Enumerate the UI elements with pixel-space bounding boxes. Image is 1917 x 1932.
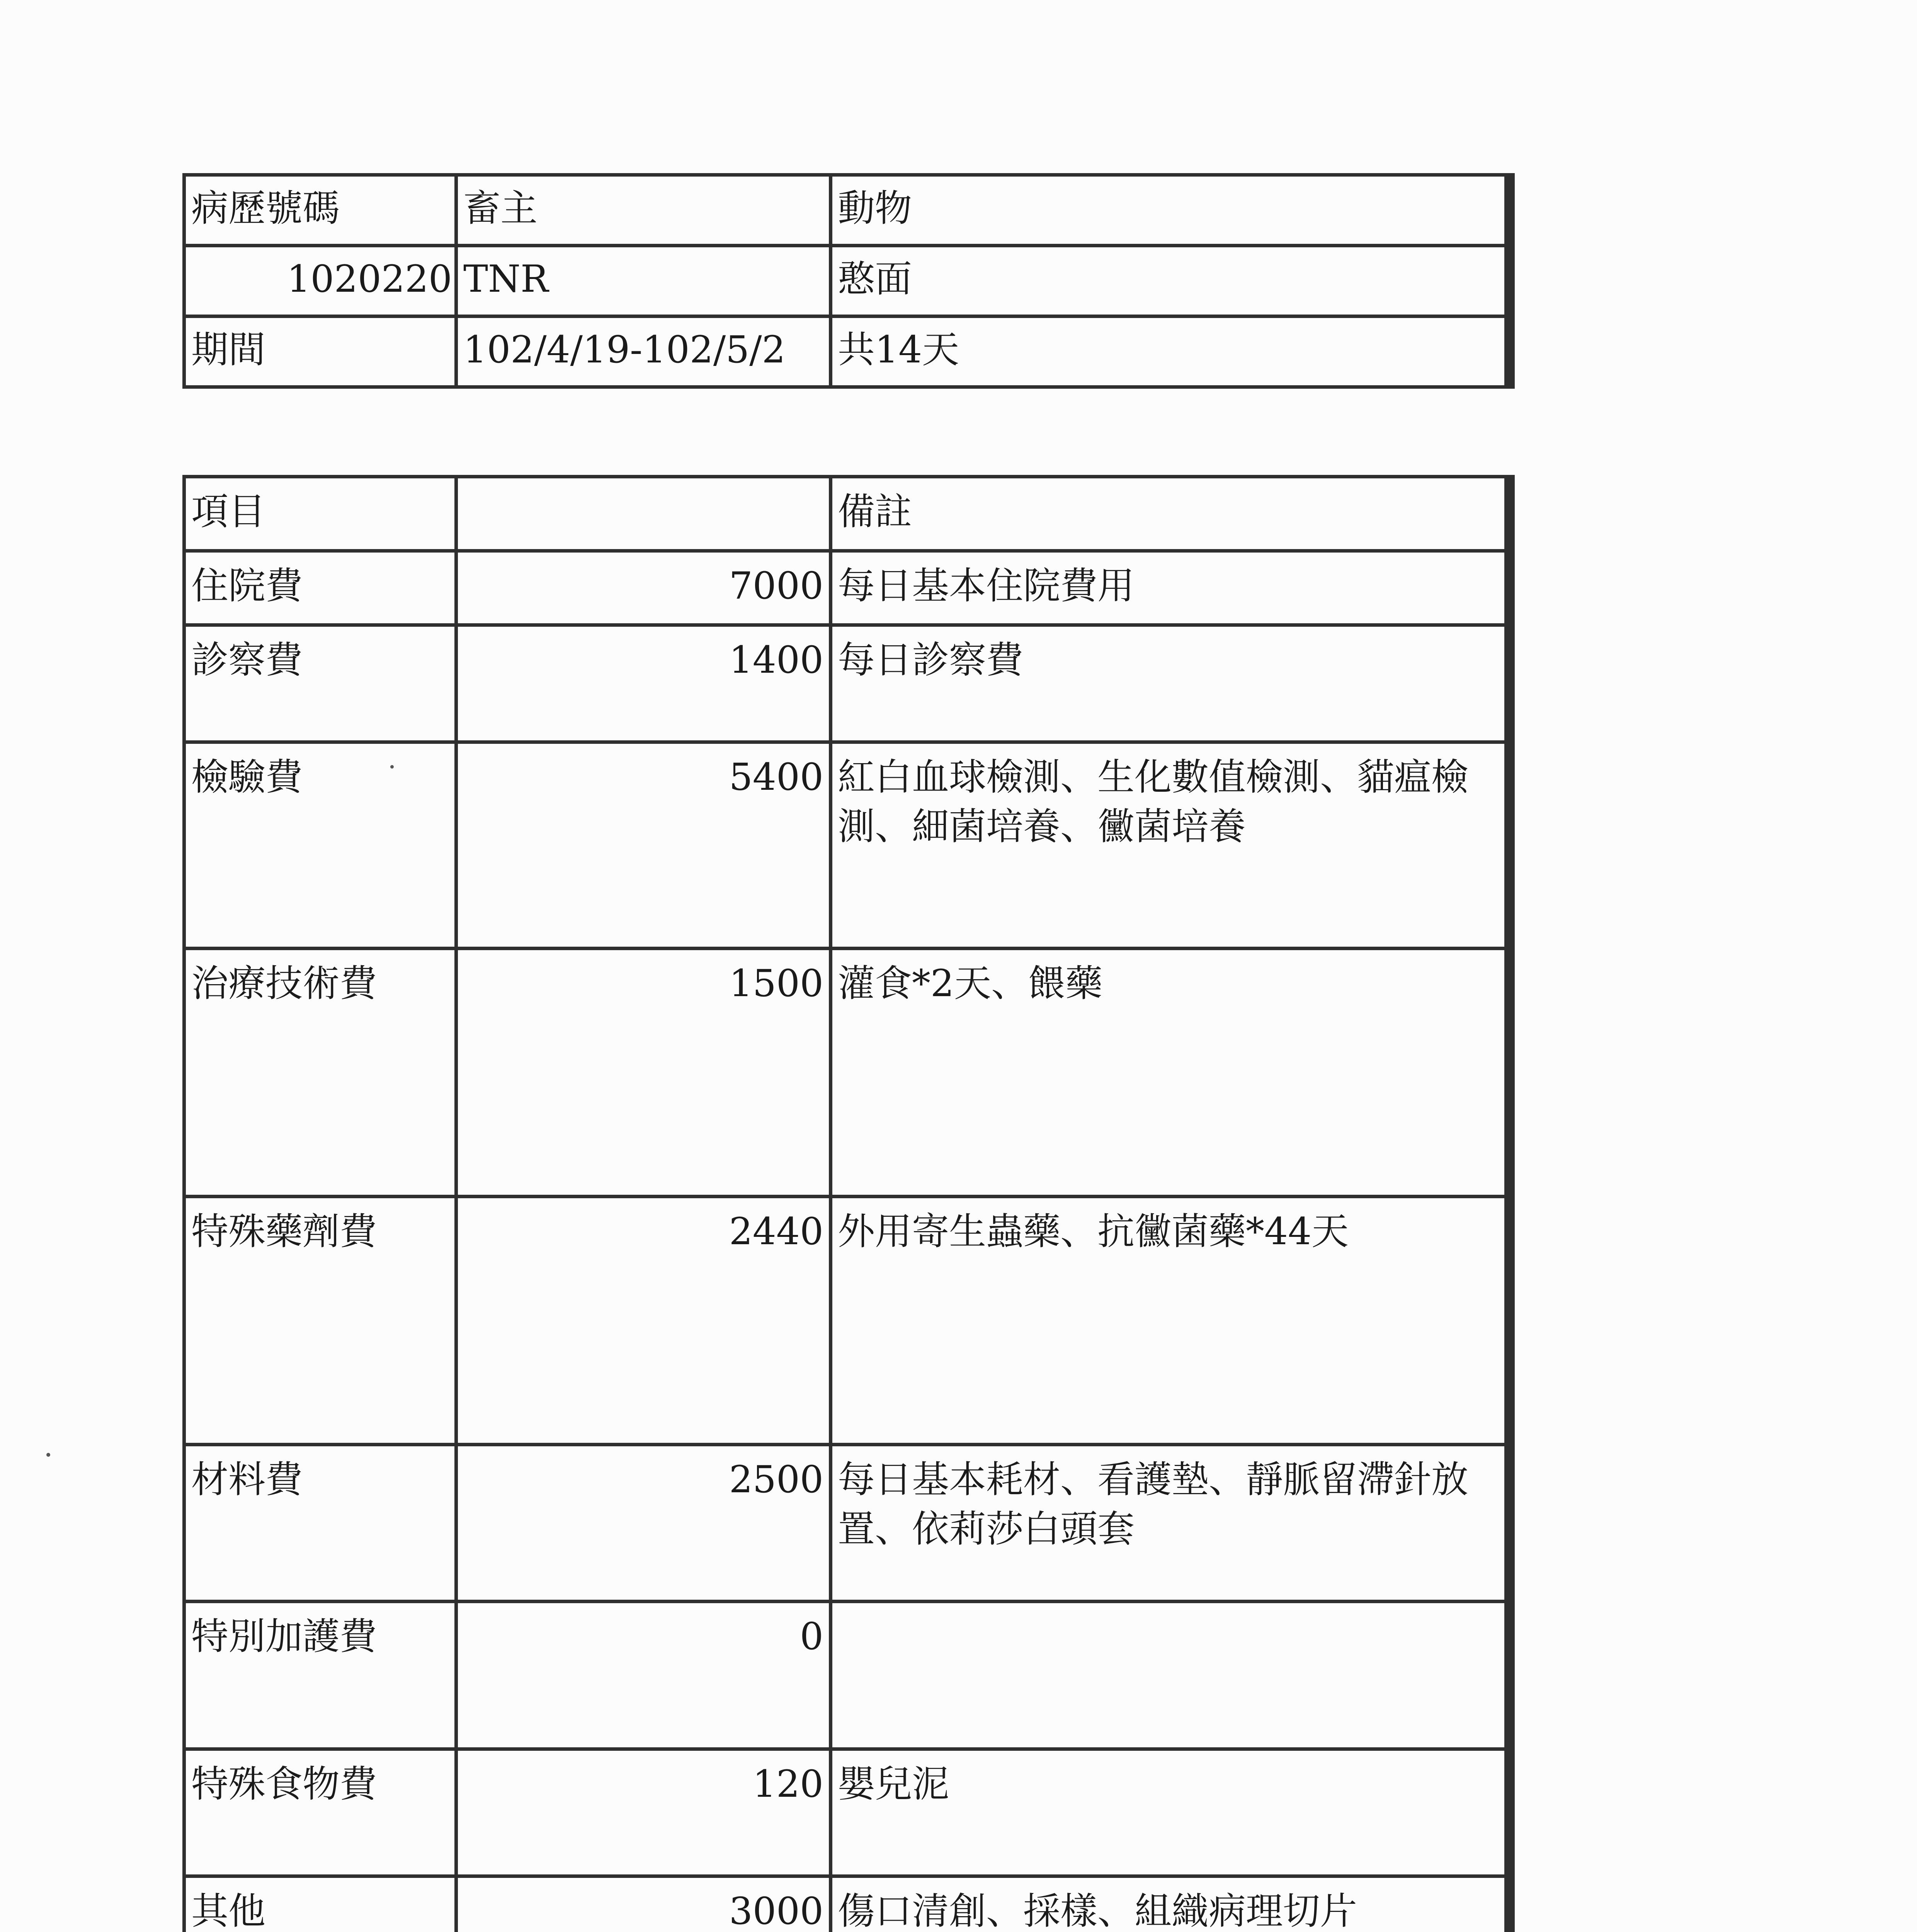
- period-days: 共14天: [832, 318, 1504, 385]
- fee-item: 特殊食物費: [186, 1751, 454, 1874]
- fee-item: 其他: [186, 1878, 454, 1932]
- fee-note: 紅白血球檢測、生化數值檢測、貓瘟檢測、細菌培養、黴菌培養: [832, 744, 1504, 947]
- fee-note: 嬰兒泥: [832, 1751, 1504, 1874]
- record-number-label: 病歷號碼: [186, 177, 454, 244]
- fee-amount: 0: [458, 1603, 829, 1747]
- fee-item: 材料費: [186, 1446, 454, 1600]
- fee-amount: 7000: [458, 553, 829, 623]
- animal-value: 憨面: [832, 247, 1504, 315]
- fee-header-note: 備註: [832, 478, 1504, 549]
- fee-amount: 5400: [458, 744, 829, 947]
- fee-note: 每日基本耗材、看護墊、靜脈留滯針放置、依莉莎白頭套: [832, 1446, 1504, 1600]
- fee-note: 每日基本住院費用: [832, 553, 1504, 623]
- fee-note: 外用寄生蟲藥、抗黴菌藥*44天: [832, 1198, 1504, 1443]
- fee-note: 灌食*2天、餵藥: [832, 950, 1504, 1195]
- fee-item: 特別加護費: [186, 1603, 454, 1747]
- fee-item: 住院費: [186, 553, 454, 623]
- animal-label: 動物: [832, 177, 1504, 244]
- fee-header-item: 項目: [186, 478, 454, 549]
- period-range: 102/4/19-102/5/2: [458, 318, 829, 385]
- period-label: 期間: [186, 318, 454, 385]
- fee-amount: 2500: [458, 1446, 829, 1600]
- fee-header-amount: [458, 478, 829, 549]
- fee-amount: 3000: [458, 1878, 829, 1932]
- patient-info-table: [182, 173, 1515, 389]
- fee-note: [832, 1603, 1504, 1747]
- fee-note: 傷口清創、採樣、組織病理切片: [832, 1878, 1504, 1932]
- fee-amount: 2440: [458, 1198, 829, 1443]
- fee-item: 檢驗費: [186, 744, 454, 947]
- fee-amount: 1500: [458, 950, 829, 1195]
- owner-label: 畜主: [458, 177, 829, 244]
- record-number-value: 1020220: [186, 247, 454, 315]
- fee-amount: 1400: [458, 627, 829, 740]
- fee-item: 診察費: [186, 627, 454, 740]
- fee-table: [182, 475, 1515, 1932]
- scan-speck: [46, 1453, 50, 1457]
- fee-item: 治療技術費: [186, 950, 454, 1195]
- owner-value: TNR: [458, 247, 829, 315]
- scan-speck: [390, 765, 394, 769]
- fee-note: 每日診察費: [832, 627, 1504, 740]
- fee-amount: 120: [458, 1751, 829, 1874]
- fee-item: 特殊藥劑費: [186, 1198, 454, 1443]
